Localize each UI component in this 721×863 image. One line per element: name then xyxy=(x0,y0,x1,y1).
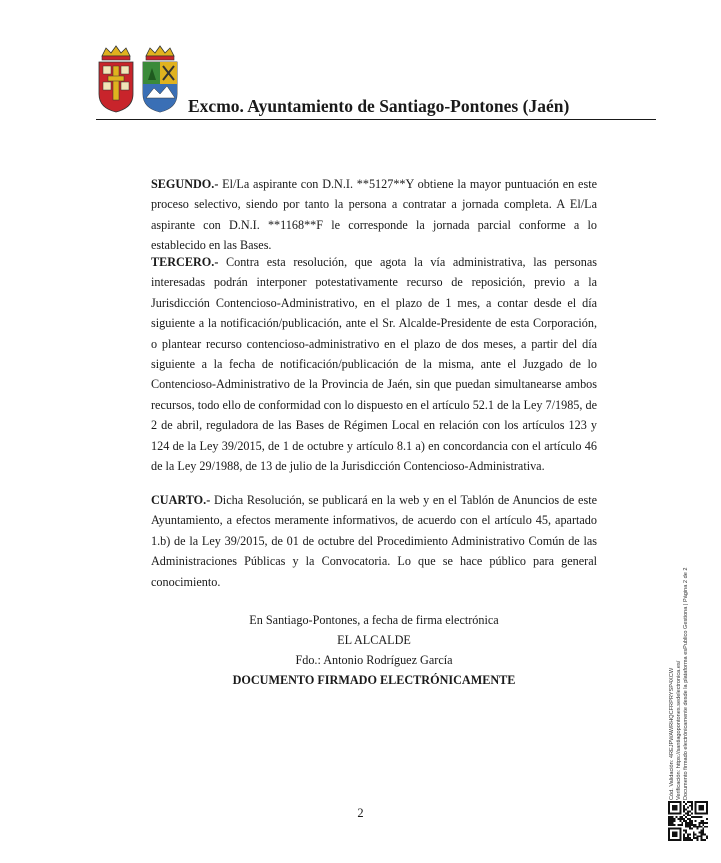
paragraph-label: SEGUNDO.- xyxy=(151,177,219,191)
electronic-signature-note: DOCUMENTO FIRMADO ELECTRÓNICAMENTE xyxy=(232,673,516,687)
paragraph-label: CUARTO.- xyxy=(151,493,211,507)
letterhead xyxy=(96,44,656,120)
qr-code-icon[interactable] xyxy=(668,800,708,842)
municipal-coat-of-arms-icon xyxy=(96,44,136,114)
signer-name: Fdo.: Antonio Rodríguez García xyxy=(295,653,453,667)
municipality-title: Excmo. Ayuntamiento de Santiago-Pontones (Jaén) xyxy=(188,96,570,116)
place-and-date: En Santiago-Pontones, a fecha de firma electrónica xyxy=(249,613,499,627)
paragraph-text: Contra esta resolución, que agota la vía administrativa, las personas interesadas podrán interponer potestativamente recurso de reposición, previo a la Jurisdicción Contencioso-Administrativo, en el plazo de 1 mes, a contar desde el día siguiente a la notificación/publicación, ante el Sr. Alcalde-Presidente de esta Corporación, o plantear recurso contencioso-administrativo en el plazo de dos meses, a partir del día siguiente a la fecha de notificación/publicación de la misma, ante el Juzgado de lo Contencioso-Administrativo de la Provincia de Jaén, sin que puedan simultanearse ambos recursos, todo ello de conformidad con lo dispuesto en el artículo 52.1 de la Ley 7/1985, de 2 de abril, reguladora de las Bases de Régimen Local en relación con los artículos 123 y 124 de la Ley 39/2015, de 1 de octubre y artículo 8.1 a) en concordancia con el artículo 46 de la Ley 29/1988, de 13 de julio de la Jurisdicción Contencioso-Administrativa. xyxy=(151,255,597,474)
verification-footer xyxy=(669,500,690,800)
verification-url[interactable]: Verificación: https://santiagopontones.sedelectronica.es/ xyxy=(676,660,682,800)
paragraph-tercero xyxy=(151,252,597,476)
signer-role: EL ALCALDE xyxy=(337,633,411,647)
page-number: 2 xyxy=(357,806,364,820)
paragraph-text: Dicha Resolución, se publicará en la web y en el Tablón de Anuncios de este Ayuntamiento, a efectos meramente informativos, de acuerdo con el artículo 45, apartado 1.b) de la Ley 39/2015, de 01 de octubre del Procedimiento Administrativo Común de las Administraciones Públicas y la Convocatoria. Lo que se hace público para general conocimiento. xyxy=(151,493,597,589)
mountain-coat-of-arms-icon xyxy=(140,44,180,114)
verification-code: Cód. Validación: 4REJPWAWRHQCFRPRYSP4XCW xyxy=(669,667,675,800)
paragraph-cuarto xyxy=(151,490,597,592)
signature-block xyxy=(151,610,597,690)
paragraph-text: El/La aspirante con D.N.I. **5127**Y obtiene la mayor puntuación en este proceso selectivo, siendo por tanto la persona a contratar a jornada completa. A El/La aspirante con D.N.I. **1168**F le corresponde la jornada parcial conforme a lo establecido en las Bases. xyxy=(151,177,597,253)
platform-note: Documento firmado electrónicamente desde la plataforma esPublico Gestiona | Página 2 de 2 xyxy=(683,567,689,800)
header-divider xyxy=(96,119,656,120)
paragraph-label: TERCERO.- xyxy=(151,255,219,269)
paragraph-segundo xyxy=(151,174,597,256)
